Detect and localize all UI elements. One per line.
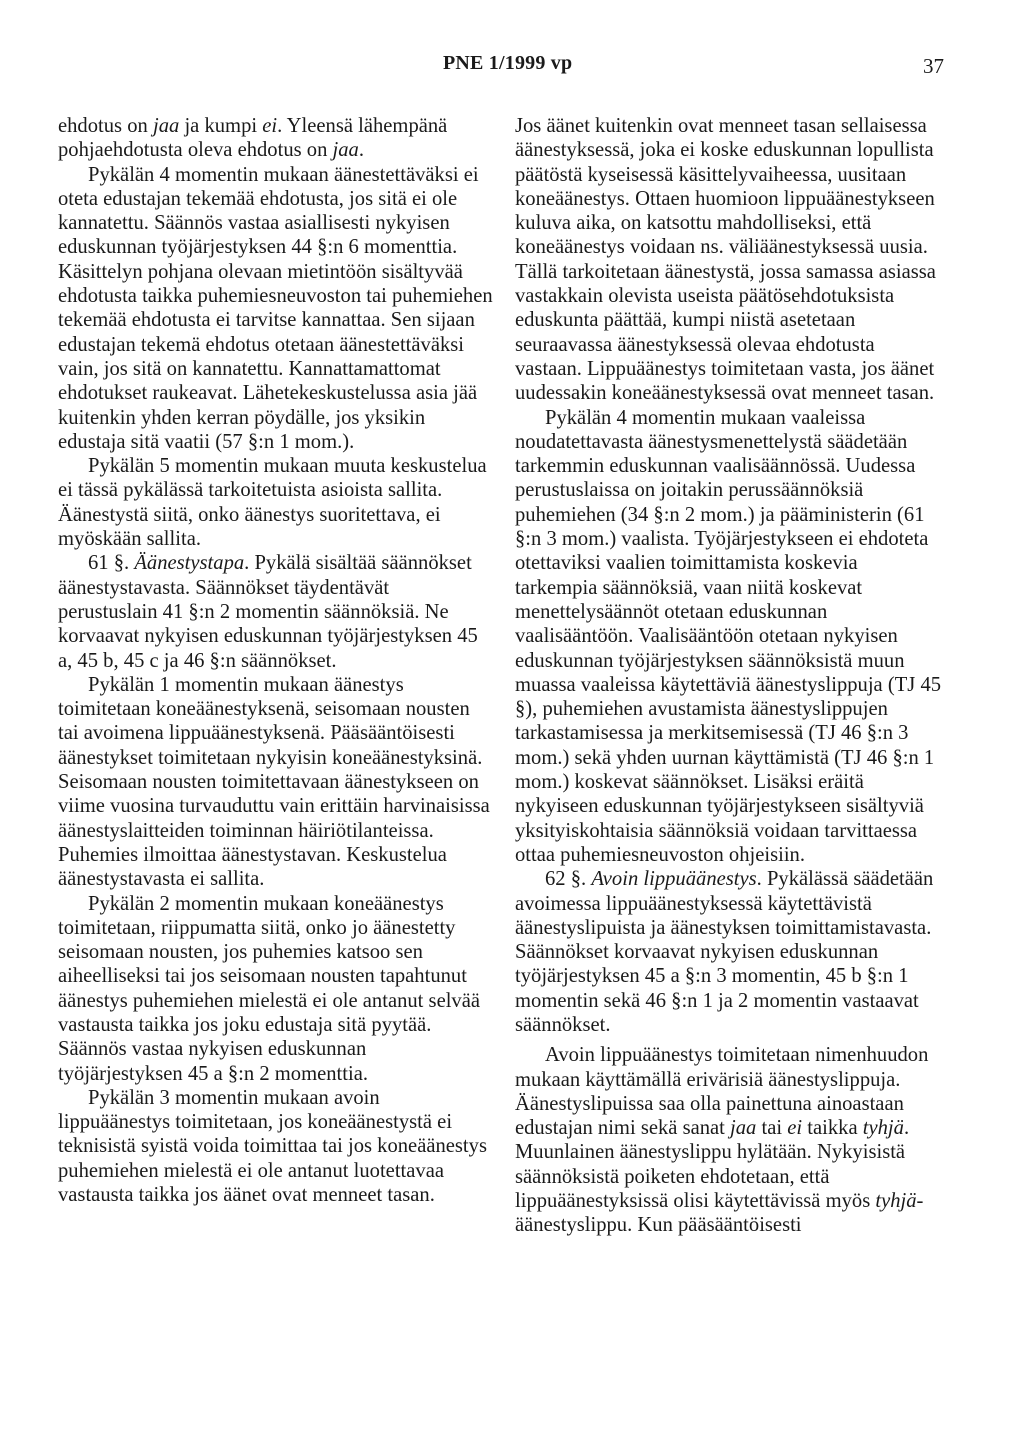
page-number: 37	[923, 54, 944, 78]
paragraph	[515, 1043, 942, 1237]
emphasis-tyhja: tyhjä	[862, 1117, 904, 1140]
text-run: tai	[756, 1117, 788, 1140]
section-number: 61 §.	[88, 552, 135, 575]
section-heading: Avoin lippuäänestys	[591, 868, 757, 891]
emphasis-tyhja: tyhjä	[875, 1190, 917, 1213]
emphasis-ei: ei	[787, 1117, 803, 1140]
paragraph-continued: Jos äänet kuitenkin ovat menneet tasan sellaisessa äänestyksessä, joka ei koske eduskunnan lopullista päätöstä kyseisessä käsittelyvaiheessa, uusitaan koneäänestys. Ottaen huomioon lippuäänestykseen kuluva aika, on katsottu mahdolliseksi, että koneäänestys voidaan ns. väliäänestyksessä uusia. Tällä tarkoitetaan äänestystä, jossa samassa asiassa vastakkain olevista useista päätösehdotuksista eduskunta päättää, kumpi niistä asetetaan seuraavassa äänestyksessä olevaa ehdotusta vastaan. Lippuäänestys toimitetaan vasta, jos äänet uudessakin koneäänestyksessä ovat menneet tasan.	[515, 115, 936, 405]
left-column	[58, 114, 493, 1207]
emphasis-jaa: jaa	[152, 115, 180, 137]
paragraph: Pykälän 5 momentin mukaan muuta keskustelua ei tässä pykälässä tarkoitetuista asioista sallita. Äänestystä siitä, onko äänestys suoritettava, ei myöskään sallita.	[58, 455, 487, 551]
text-run: . Muunlainen äänestyslippu hylätään. Nykyisistä säännöksistä poiketen ehdotetaan, että lippuäänestyksissä olisi käytettävissä myös	[515, 1117, 910, 1213]
emphasis-jaa: jaa	[730, 1117, 757, 1140]
paragraph-continued	[58, 114, 493, 163]
section-paragraph-62	[515, 867, 942, 1037]
section-number: 62 §.	[545, 868, 592, 891]
text-run: . Pykälässä säädetään avoimessa lippuäänestyksessä käytettävistä äänestyslipuista ja äänestyksen toimittamistavasta. Säännökset korvaavat nykyisen eduskunnan työjärjestyksen 45 a §:n 3 momentin, 45 b §:n 1 momentin sekä 46 §:n 1 ja 2 momentin vastaavat säännökset.	[515, 868, 934, 1036]
text-run: taikka	[802, 1117, 863, 1140]
right-column	[515, 114, 942, 1238]
emphasis-ei: ei	[262, 115, 278, 137]
text-run: Avoin lippuäänestys toimitetaan nimenhuudon mukaan käyttämällä erivärisiä äänestyslippuja. Äänestyslipuissa saa olla painettuna ainoastaan edustajan nimi sekä sanat	[515, 1044, 929, 1140]
text-run: ja kumpi	[179, 115, 263, 137]
text-run: . Pykälä sisältää säännökset äänestystavasta. Säännökset täydentävät perustuslain 41 §:n 2 momentin säännöksiä. Ne korvaavat nykyisen eduskunnan työjärjestyksen 45 a, 45 b, 45 c ja 46 §:n säännökset.	[58, 552, 478, 672]
text-run: .	[358, 139, 365, 162]
section-paragraph-61	[58, 551, 493, 672]
text-run: -äänestyslippu. Kun pääsääntöisesti	[515, 1190, 924, 1237]
page-header	[0, 52, 1024, 82]
running-title: PNE 1/1999 vp	[443, 52, 573, 74]
paragraph: Pykälän 1 momentin mukaan äänestys toimitetaan koneäänestyksenä, seisomaan nousten tai avoimena lippuäänestyksenä. Pääsääntöisesti äänestykset toimitetaan nykyisin koneäänestyksinä. Seisomaan nousten toimitettavaan äänestykseen on viime vuosina turvauduttu vain erittäin harvinaisissa äänestyslaitteiden toiminnan häiriötilanteissa. Puhemies ilmoittaa äänestystavan. Keskustelua äänestystavasta ei sallita.	[58, 673, 490, 891]
paragraph: Pykälän 4 momentin mukaan äänestettäväksi ei oteta edustajan tekemää ehdotusta, jos sitä ei ole kannatettu. Säännös vastaa asiallisesti nykyisen eduskunnan työjärjestyksen 44 §:n 6 momenttia. Käsittelyn pohjana olevaan mietintöön sisältyvää ehdotusta taikka puhemiesneuvoston tai puhemiehen tekemää ehdotusta ei tarvitse kannattaa. Sen sijaan edustajan tekemä ehdotus otetaan äänestettäväksi vain, jos sitä on kannatettu. Kannattamattomat ehdotukset raukeavat. Lähetekeskustelussa asia jää kuitenkin yhden kerran pöydälle, jos yksikin edustaja sitä vaatii (57 §:n 1 mom.).	[58, 163, 493, 453]
text-run: ehdotus on	[58, 115, 153, 137]
paragraph: Pykälän 3 momentin mukaan avoin lippuäänestys toimitetaan, jos koneäänestystä ei teknisistä syistä voida toimittaa tai jos koneäänestys puhemiehen mielestä ei ole antanut luotettavaa vastausta taikka jos äänet ovat menneet tasan.	[58, 1086, 487, 1207]
paragraph: Pykälän 2 momentin mukaan koneäänestys toimitetaan, riippumatta siitä, onko jo äänestetty seisomaan nousten, jos puhemies katsoo sen aiheelliseksi tai jos seisomaan nousten tapahtunut äänestys puhemiehen mielestä ei ole antanut selvää vastausta taikka jos joku edustaja sitä pyytää. Säännös vastaa nykyisen eduskunnan työjärjestyksen 45 a §:n 2 momenttia.	[58, 892, 481, 1085]
paragraph: Pykälän 4 momentin mukaan vaaleissa noudatettavasta äänestysmenettelystä säädetään tarkemmin eduskunnan vaalisäännössä. Uudessa perustuslaissa on joitakin perussäännöksiä puhemiehen (34 §:n 2 mom.) ja pääministerin (61 §:n 3 mom.) vaalista. Työjärjestykseen ei ehdoteta otettaviksi vaalien toimittamista koskevia tarkempia säännöksiä, vaan niitä koskevat menettelysäännöt otetaan eduskunnan vaalisääntöön. Vaalisääntöön otetaan nykyisen eduskunnan työjärjestyksen säännöksistä muun muassa vaaleissa käytettäviä äänestyslippuja (TJ 45 §), puhemiehen avustamista äänestyslippujen tarkastamisessa ja merkitsemisessä (TJ 46 §:n 3 mom.) sekä yhden uurnan käyttämistä (TJ 46 §:n 1 mom.) koskevat säännökset. Lisäksi eräitä nykyiseen eduskunnan työjärjestykseen sisältyviä yksityiskohtaisia säännöksiä voidaan tarvittaessa ottaa puhemiesneuvoston ohjeisiin.	[515, 406, 942, 866]
section-heading: Äänestystapa	[134, 552, 245, 575]
text-run: . Yleensä lähempänä pohjaehdotusta oleva ehdotus on	[58, 115, 448, 162]
emphasis-jaa: jaa	[332, 139, 359, 162]
